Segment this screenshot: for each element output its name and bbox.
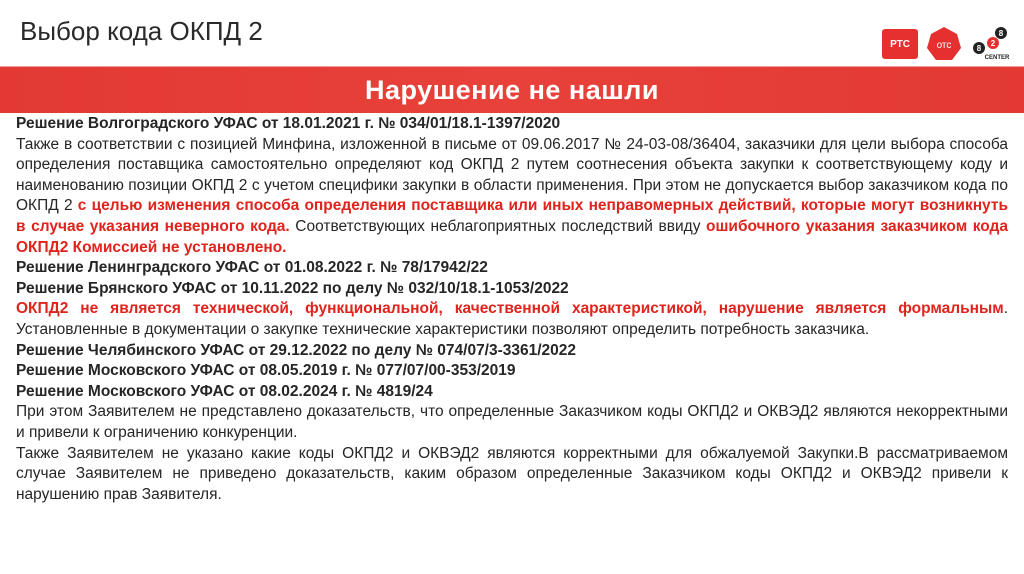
paragraph-minfin-highlight-a: с целью изменения способа определения поставщика или иных неправомерных действий, которые могут возникнуть в случае указания неверного кода. xyxy=(16,197,1008,235)
b2b-logo-shape xyxy=(970,26,1010,62)
paragraph-evidence: При этом Заявителем не представлено доказательств, что определенные Заказчиком коды ОКПД2 и ОКВЭД2 являются некорректными и привели к ограничению конкуренции. xyxy=(16,403,1008,441)
decision-heading-bryansk: Решение Брянского УФАС от 10.11.2022 по делу № 032/10/18.1-1053/2022 xyxy=(16,279,569,297)
decision-heading-chelyabinsk: Решение Челябинского УФАС от 29.12.2022 по делу № 074/07/3-3361/2022 xyxy=(16,341,577,359)
paragraph-okpd-formal xyxy=(16,299,1008,340)
paragraph-codes-correct: Также Заявителем не указано какие коды ОКПД2 и ОКВЭД2 являются корректными для обжалуемой Закупки.В рассматриваемом случае Заявителем не приведено доказательств, каким образом определенные Заказчиком коды ОКПД2 и ОКВЭД2 привели к нарушению прав Заявителя. xyxy=(16,444,1008,503)
paragraph-minfin-highlight-b: ошибочного указания заказчиком кода ОКПД2 Комиссией не установлено. xyxy=(16,217,1009,256)
banner-text: Нарушение не нашли xyxy=(364,75,660,105)
decision-heading-volgograd: Решение Волгоградского УФАС от 18.01.2021 г. № 034/01/18.1-1397/2020 xyxy=(16,115,561,132)
decision-heading-moscow-2019: Решение Московского УФАС от 08.05.2019 г. № 077/07/00-353/2019 xyxy=(16,362,516,380)
banner xyxy=(0,66,1024,113)
ots-logo-text: отс xyxy=(936,40,952,51)
paragraph-minfin xyxy=(16,135,1008,259)
b2b-digit-3: 8 xyxy=(976,44,982,53)
slide-title: Выбор кода ОКПД 2 xyxy=(20,16,263,46)
rts-logo xyxy=(882,29,918,59)
ots-logo-shape xyxy=(926,26,962,62)
b2b-word: CENTER xyxy=(984,55,1010,61)
b2b-digit-2: 2 xyxy=(990,39,996,48)
b2b-center-logo xyxy=(970,26,1010,62)
b2b-digit-1: 8 xyxy=(998,29,1004,38)
paragraph-minfin-text-a: Также в соответствии с позицией Минфина, изложенной в письме от 09.06.2017 № 24-03-08/36404, заказчики для цели выбора способа определения поставщика самостоятельно определяют код ОКПД 2 путем соотнесения объекта закупки к соответствующему коду и наименованию позиции ОКПД 2 с учетом специфики закупки в области применения. При этом не допускается выбор заказчиком кода по ОКПД 2 xyxy=(16,135,1008,215)
paragraph-minfin-text-b: Соответствующих неблагоприятных последствий ввиду xyxy=(289,217,707,235)
logos-group xyxy=(882,24,1010,64)
ots-logo xyxy=(926,26,962,62)
decision-heading-moscow-2024: Решение Московского УФАС от 08.02.2024 г. № 4819/24 xyxy=(16,382,433,400)
paragraph-okpd-formal-text: . Установленные в документации о закупке технические характеристики позволяют определить потребность заказчика. xyxy=(16,300,1008,338)
rts-logo-text: РТС xyxy=(890,38,910,50)
paragraph-okpd-formal-highlight: ОКПД2 не является технической, функциональной, качественной характеристикой, нарушение является формальным xyxy=(16,300,1004,318)
content-body xyxy=(16,114,1008,505)
decision-heading-leningrad: Решение Ленинградского УФАС от 01.08.2022 г. № 78/17942/22 xyxy=(16,259,488,277)
